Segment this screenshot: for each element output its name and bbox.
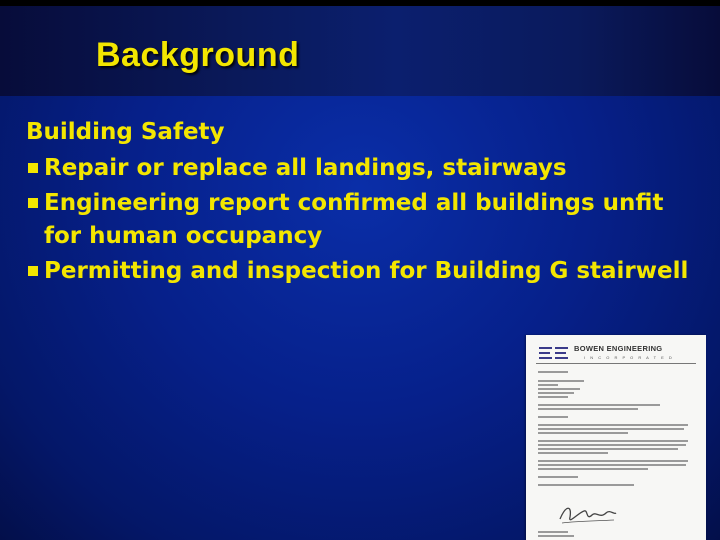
text-line <box>538 484 634 486</box>
engineering-report-letter-image <box>526 335 706 540</box>
text-line <box>538 535 574 537</box>
text-line <box>538 428 684 430</box>
text-line <box>538 448 678 450</box>
bullet-square-icon <box>28 266 38 276</box>
text-line <box>538 444 686 446</box>
text-line <box>538 396 568 398</box>
text-line <box>538 432 628 434</box>
letterhead-company-name: BOWEN ENGINEERING <box>574 344 663 353</box>
text-line <box>538 388 580 390</box>
bullet-square-icon <box>28 198 38 208</box>
letterhead-subtitle: I N C O R P O R A T E D <box>584 355 674 360</box>
title-bar <box>0 6 720 96</box>
text-line <box>538 452 608 454</box>
text-line <box>538 476 578 478</box>
text-line <box>538 440 688 442</box>
text-line <box>538 468 648 470</box>
bullet-list <box>26 152 706 288</box>
text-line <box>538 408 638 410</box>
bullet-item <box>26 187 706 253</box>
bullet-text: Repair or replace all landings, stairways <box>44 155 567 181</box>
slide-title: Background <box>96 36 300 74</box>
text-line <box>538 404 660 406</box>
bullet-item <box>26 255 706 288</box>
bullet-text: Permitting and inspection for Building G stairwell <box>44 258 689 284</box>
text-line <box>538 384 558 386</box>
text-line <box>538 371 568 373</box>
company-logo-icon <box>538 345 570 361</box>
text-line <box>538 416 568 418</box>
text-line <box>538 464 686 466</box>
text-line <box>538 460 688 462</box>
text-line <box>538 392 574 394</box>
subheading: Building Safety <box>26 119 225 145</box>
text-line <box>538 531 568 533</box>
bullet-text: Engineering report confirmed all buildings unfit for human occupancy <box>44 190 664 249</box>
text-line <box>538 380 584 382</box>
text-line <box>538 424 688 426</box>
slide-content <box>26 116 706 290</box>
bullet-item <box>26 152 706 185</box>
letterhead-rule <box>536 363 696 364</box>
signature-icon <box>558 503 618 527</box>
bullet-square-icon <box>28 163 38 173</box>
